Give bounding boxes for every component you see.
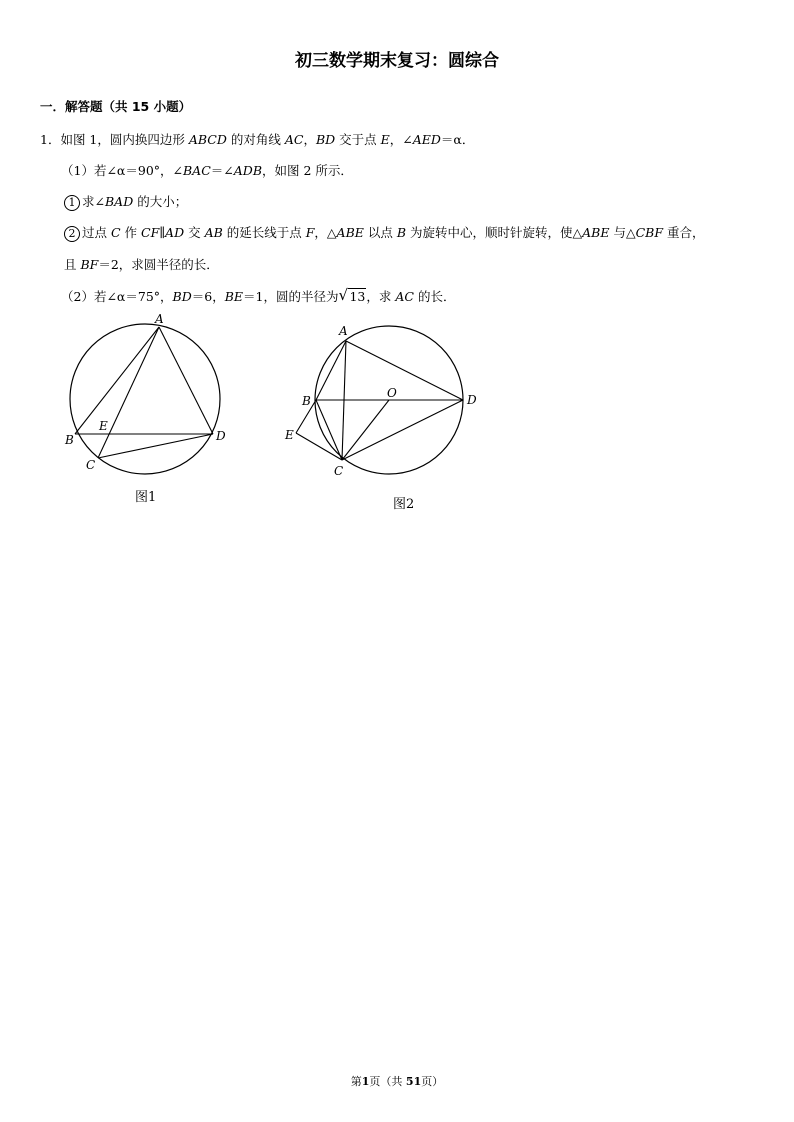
label-B: B — [302, 394, 311, 408]
label-O: O — [387, 386, 397, 400]
page-footer: 第1页（共 51页） — [350, 1075, 444, 1088]
label-D: D — [216, 429, 226, 443]
segment-CD — [342, 400, 463, 460]
part-1: （1）若∠α＝90°，∠BAC＝∠ADB，如图 2 所示． — [61, 163, 353, 178]
circled-number-1: 1 — [64, 195, 80, 211]
part-2: （2）若∠α＝75°，BD＝6，BE＝1，圆的半径为 √ 13，求 AC 的长． — [61, 286, 456, 304]
circled-number-2: 2 — [64, 226, 80, 242]
problem-number: 1． — [40, 132, 61, 147]
segment-BC — [316, 400, 342, 460]
segment-AD — [159, 327, 213, 434]
segment-EC — [296, 433, 342, 460]
page-title: 初三数学期末复习：圆综合 — [295, 51, 499, 71]
subquestion-1: 1 求∠BAD 的大小； — [64, 192, 187, 211]
label-B: B — [65, 433, 74, 447]
segment-AD — [346, 341, 463, 400]
figure-1-circle — [70, 324, 220, 474]
figure-2-caption: 图2 — [393, 497, 415, 512]
figure-1-caption: 图1 — [135, 490, 157, 505]
segment-OC — [342, 400, 389, 460]
problem-intro: 1．如图 1，圆内换四边形 ABCD 的对角线 AC，BD 交于点 E，∠AED＝α． — [40, 132, 475, 147]
label-E: E — [285, 428, 294, 442]
label-D: D — [467, 393, 477, 407]
section-heading: 一．解答题（共 15 小题） — [40, 99, 192, 114]
figure-1 — [55, 310, 245, 510]
label-C: C — [334, 464, 344, 478]
figure-2 — [280, 318, 490, 518]
square-root: √ 13 — [338, 286, 366, 304]
label-A: A — [339, 324, 348, 338]
page-total: 51 — [405, 1075, 422, 1088]
page-number: 1 — [361, 1075, 370, 1088]
subquestion-2: 2 过点 C 作 CF∥AD 交 AB 的延长线于点 F，△ABE 以点 B 为旋转中心，顺时针旋转，使△ABE 与△CBF 重合， — [64, 223, 704, 242]
label-A: A — [155, 312, 164, 326]
label-C: C — [86, 458, 96, 472]
label-E: E — [99, 419, 108, 433]
subquestion-2-continued: 且 BF＝2，求圆半径的长． — [64, 257, 219, 272]
